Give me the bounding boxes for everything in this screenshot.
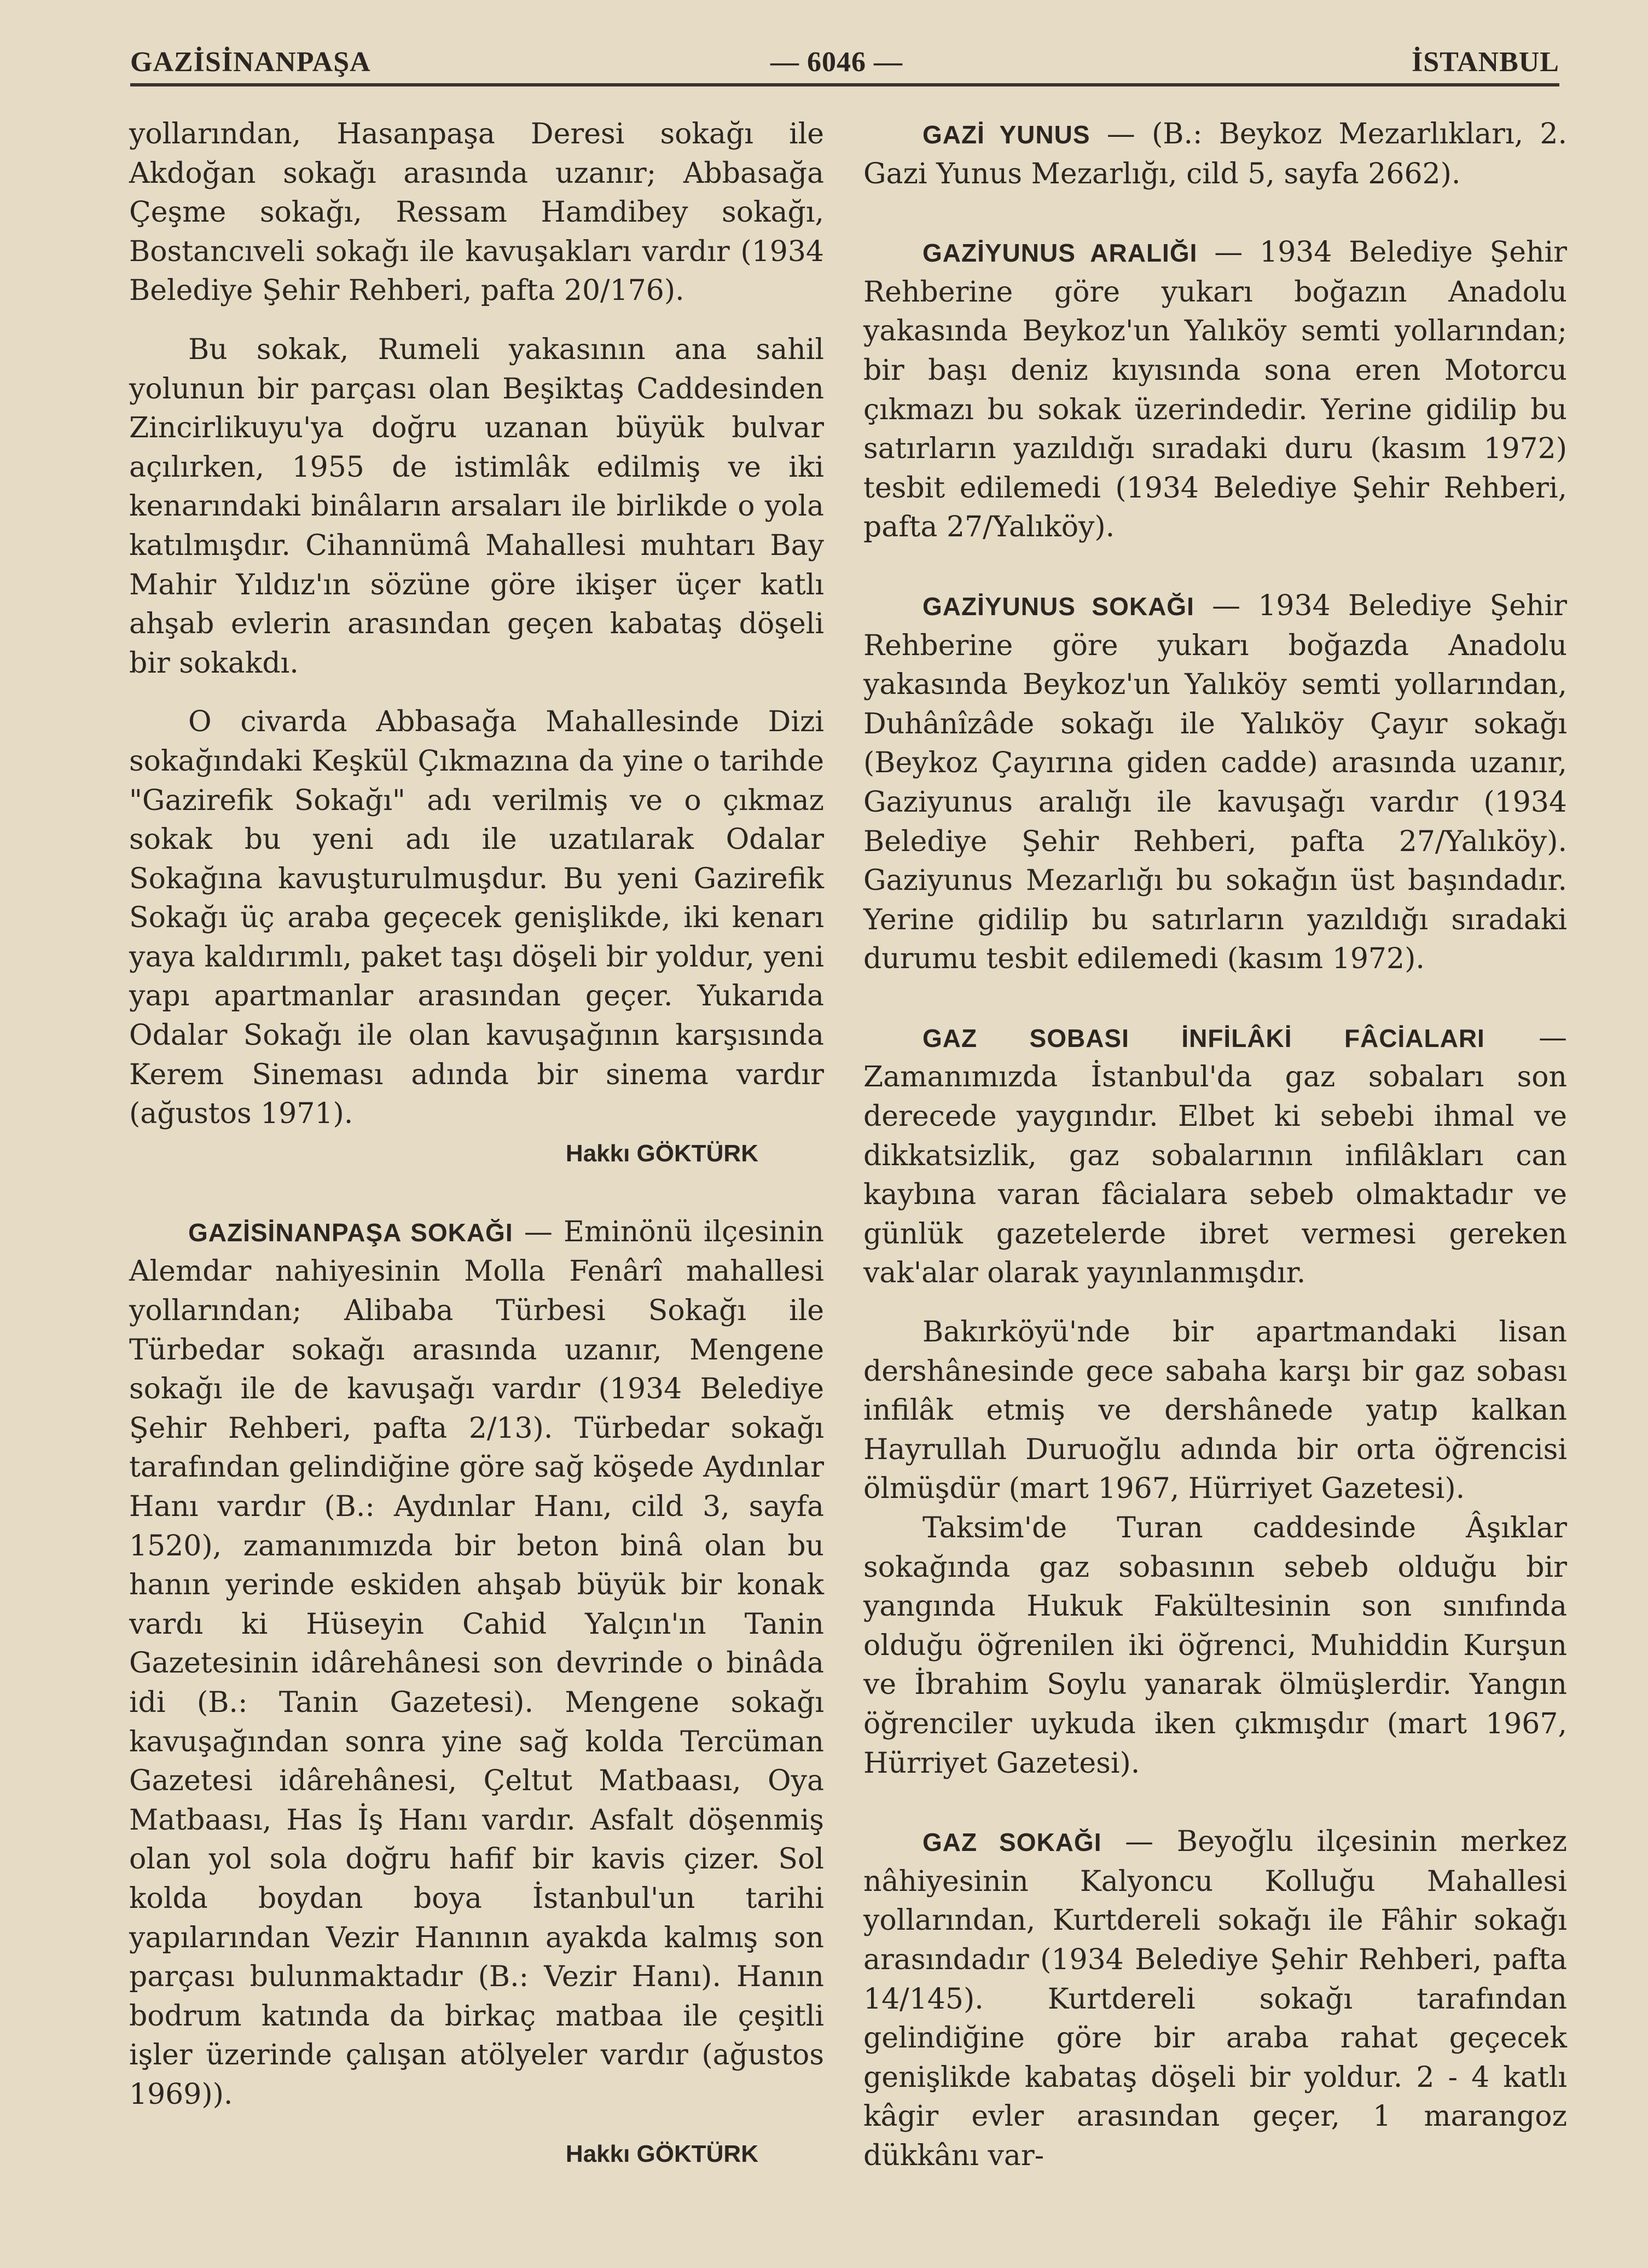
- entry-heading: GAZ SOKAĞI: [922, 1828, 1102, 1857]
- entry-text: — 1934 Belediye Şehir Rehberine göre yukarı boğazın Anadolu yakasında Beykoz'un Yalıköy semti yollarından; bir başı deniz kıyısında sona eren Motorcu çıkmazı bu sokak üzerindedir. Yerine gidilip bu satırların yazıldığı sıradaki duru (kasım 1972) tesbit edilemedi (1934 Belediye Şehir Rehberi, pafta 27/Yalıköy).: [863, 236, 1567, 544]
- entry-gazi-yunus: [863, 115, 1567, 194]
- entry-heading: GAZİSİNANPAŞA SOKAĞI: [188, 1218, 513, 1247]
- left-column: [129, 115, 824, 2174]
- paragraph-continued: yollarından, Hasanpaşa Deresi sokağı ile Akdoğan sokağı arasında uzanır; Abbasağa Çeşme sokağı, Ressam Hamdibey sokağı, Bostancıveli sokağı ile kavuşakları vardır (1934 Belediye Şehir Rehberi, pafta 20/176).: [129, 118, 824, 308]
- paragraph: Bakırköyü'nde bir apartmandaki lisan dershânesinde gece sabaha karşı bir gaz sobası infilâk etmiş ve dershânede yatıp kalkan Hayrullah Duruoğlu adında bir orta öğrencisi ölmüşdür (mart 1967, Hürriyet Gazetesi).: [863, 1316, 1567, 1506]
- entry-gazisinanpasa-sokagi: [129, 1213, 824, 2115]
- entry-text: — (B.: Beykoz Mezarlıkları, 2. Gazi Yunus Mezarlığı, cild 5, sayfa 2662).: [863, 118, 1567, 190]
- entry-gaz-sobasi: [863, 1019, 1567, 1293]
- header-right-title: İSTANBUL: [1411, 47, 1559, 78]
- entry-text: — Eminönü ilçesinin Alemdar nahiyesinin Molla Fenârî mahallesi yollarından; Alibaba Türbesi Sokağı ile Türbedar sokağı arasında uzanır, Mengene sokağı ile de kavuşağı vardır (1934 Belediye Şehir Rehberi, pafta 2/13). Türbedar sokağı tarafından gelindiğine göre sağ köşede Aydınlar Hanı vardır (B.: Aydınlar Hanı, cild 3, sayfa 1520), zamanımızda bir beton binâ olan bu hanın yerinde eskiden ahşab büyük bir konak vardı ki Hüseyin Cahid Yalçın'ın Tanin Gazetesinin idârehânesi son devrinde o binâda idi (B.: Tanin Gazetesi). Mengene sokağı kavuşağından sonra yine sağ kolda Tercüman Gazetesi idârehânesi, Çeltut Matbaası, Oya Matbaası, Has İş Hanı vardır. Asfalt döşenmiş olan yol sola doğru hafif bir kavis çizer. Sol kolda boydan boya İstanbul'un tarihi yapılarından Vezir Hanının ayakda kalmış son parçası bulunmaktadır (B.: Vezir Hanı). Hanın bodrum katında da birkaç matbaa ile çeşitli işler üzerinde çalışan atölyeler vardır (ağustos 1969)).: [129, 1215, 824, 2111]
- entry-gaziyunus-araligi: [863, 233, 1567, 547]
- entry-heading: GAZİYUNUS SOKAĞI: [922, 592, 1194, 621]
- right-column: [863, 115, 1567, 2176]
- paragraph: Taksim'de Turan caddesinde Âşıklar sokağında gaz sobasının sebeb olduğu bir yangında Hukuk Fakültesinin son sınıfında olduğu öğrenilen iki öğrenci, Muhiddin Kurşun ve İbrahim Soylu yanarak ölmüşlerdir. Yangın öğrenciler uykuda iken çıkmışdır (mart 1967, Hürriyet Gazetesi).: [863, 1512, 1567, 1780]
- entry-heading: GAZ SOBASI İNFİLÂKİ FÂCİALARI: [922, 1023, 1485, 1052]
- paragraph: Bu sokak, Rumeli yakasının ana sahil yolunun bir parçası olan Beşiktaş Caddesinden Zincirlikuyu'ya doğru uzanan büyük bulvar açılırken, 1955 de istimlâk edilmiş ve iki kenarındaki binâların arsaları ile birlikde o yola katılmışdır. Cihannümâ Mahallesi muhtarı Bay Mahir Yıldız'ın sözüne göre ikişer üçer katlı ahşab evlerin arasından geçen kabataş döşeli bir sokakdı.: [129, 333, 824, 680]
- entry-text: — Zamanımızda İstanbul'da gaz sobaları son derecede yaygındır. Elbet ki sebebi ihmal ve dikkatsizlik, gaz sobalarının infilâkları can kaybına varan fâcialara sebeb olmaktadır ve günlük gazetelerde ibret vermesi gereken vak'alar olarak yayınlanmışdır.: [863, 1021, 1568, 1290]
- entry-gaz-sokagi: [863, 1822, 1567, 2176]
- entry-text: — Beyoğlu ilçesinin merkez nâhiyesinin Kalyoncu Kolluğu Mahallesi yollarından, Kurtdereli sokağı ile Fâhir sokağı arasındadır (1934 Belediye Şehir Rehberi, pafta 14/145). Kurtdereli sokağı tarafından gelindiğine göre bir araba rahat geçecek genişlikde kabataş döşeli bir yoldur. 2 - 4 katlı kâgir evler arasından geçer, 1 marangoz dükkânı var-: [863, 1825, 1568, 2172]
- entry-text: — 1934 Belediye Şehir Rehberine göre yukarı boğazda Anadolu yakasında Beykoz'un Yalıköy semti yollarından, Duhânîzâde sokağı ile Yalıköy Çayır sokağı (Beykoz Çayırına giden cadde) arasında uzanır, Gaziyunus aralığı ile kavuşağı vardır (1934 Belediye Şehir Rehberi, pafta 27/Yalıköy). Gaziyunus Mezarlığı bu sokağın üst başındadır. Yerine gidilip bu satırların yazıldığı sıradaki durumu tesbit edilemedi (kasım 1972).: [863, 589, 1567, 976]
- entry-gaziyunus-sokagi: [863, 587, 1567, 979]
- page-number: — 6046 —: [770, 47, 903, 78]
- author-signature: Hakkı GÖKTÜRK: [565, 2140, 758, 2167]
- page-header: [130, 39, 1559, 86]
- author-signature: Hakkı GÖKTÜRK: [565, 1139, 758, 1167]
- entry-heading: GAZİYUNUS ARALIĞI: [922, 239, 1198, 268]
- header-left-title: GAZİSİNANPAŞA: [130, 47, 371, 78]
- entry-heading: GAZİ YUNUS: [922, 120, 1090, 149]
- paragraph: O civarda Abbasağa Mahallesinde Dizi sokağındaki Keşkül Çıkmazına da yine o tarihde "Gazirefik Sokağı" adı verilmiş ve o çıkmaz sokak bu yeni adı ile uzatılarak Odalar Sokağına kavuşturulmuşdur. Bu yeni Gazirefik Sokağı üç araba geçecek genişlikde, iki kenarı yaya kaldırımlı, paket taşı döşeli bir yoldur, yeni yapı apartmanlar arasından geçer. Yukarıda Odalar Sokağı ile olan kavuşağının karşısında Kerem Sineması adında bir sinema vardır (ağustos 1971).: [129, 705, 824, 1131]
